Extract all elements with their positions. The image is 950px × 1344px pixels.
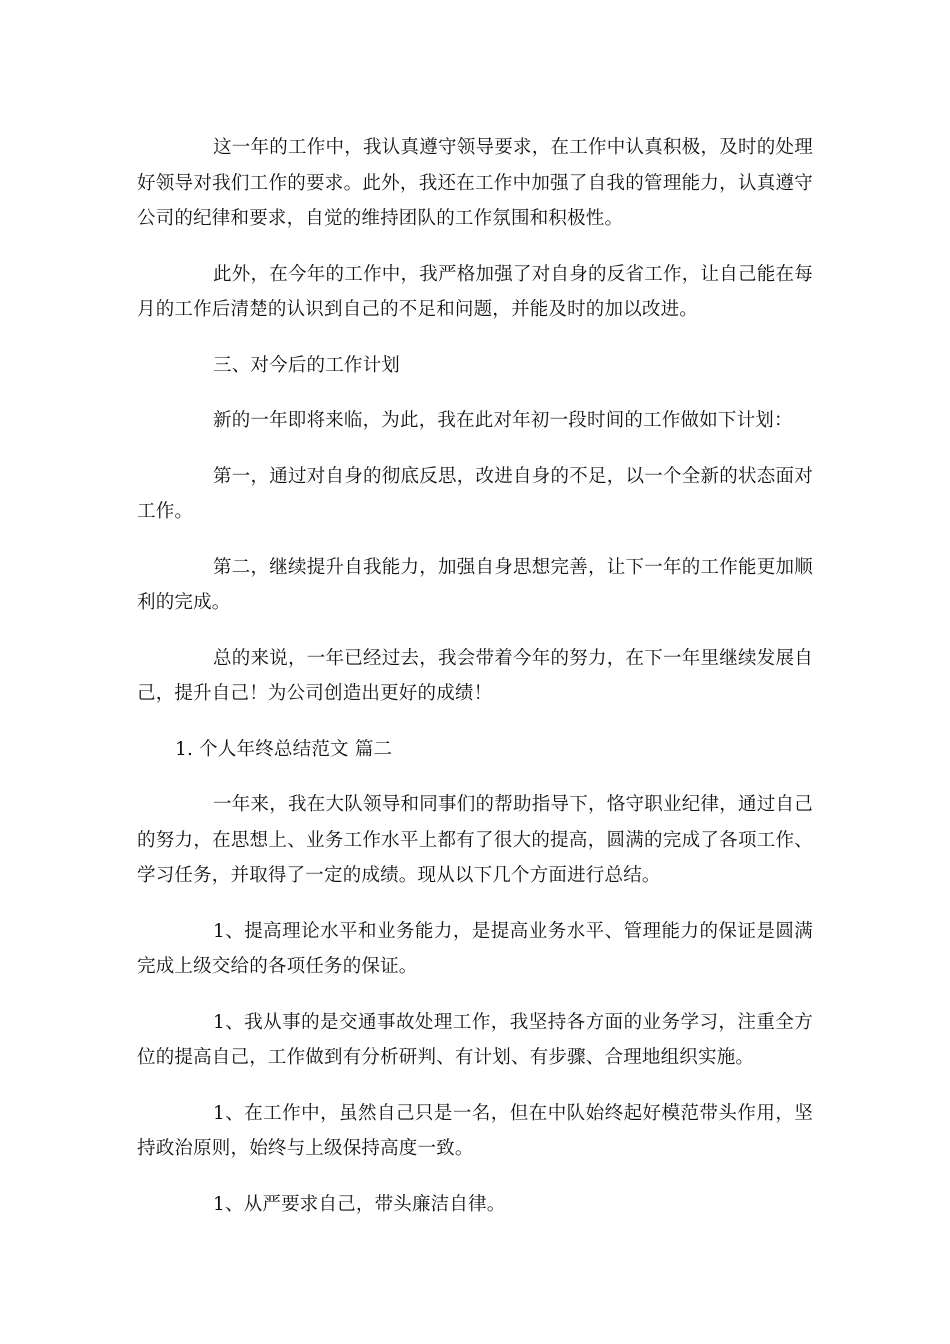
paragraph-plan-intro: 新的一年即将来临，为此，我在此对年初一段时间的工作做如下计划： [213,410,793,431]
paragraph-conclusion: 总的来说，一年已经过去，我会带着今年的努力，在下一年里继续发展自己，提升自己！为公司创造出更好的成绩！ [137,647,813,704]
paragraph-plan-first: 第一，通过对自身的彻底反思，改进自身的不足，以一个全新的状态面对工作。 [137,465,813,522]
paragraph-point-traffic-work: 1、我从事的是交通事故处理工作，我坚持各方面的业务学习，注重全方位的提高自己，工作做到有分析研判、有计划、有步骤、合理地组织实施。 [137,1011,813,1068]
paragraph-point-theory: 1、提高理论水平和业务能力，是提高业务水平、管理能力的保证是圆满完成上级交给的各项任务的保证。 [137,920,813,977]
paragraph-point-self-discipline: 1、从严要求自己，带头廉洁自律。 [213,1193,506,1215]
paragraph-self-reflection: 此外，在今年的工作中，我严格加强了对自身的反省工作，让自己能在每月的工作后清楚的认识到自己的不足和问题，并能及时的加以改进。 [137,263,813,320]
paragraph-year-overview: 一年来，我在大队领导和同事们的帮助指导下，恪守职业纪律，通过自己的努力，在思想上、业务工作水平上都有了很大的提高，圆满的完成了各项工作、学习任务，并取得了一定的成绩。现从以下几个方面进行总结。 [137,794,813,886]
document-body [137,130,813,1242]
paragraph-work-discipline: 这一年的工作中，我认真遵守领导要求，在工作中认真积极，及时的处理好领导对我们工作的要求。此外，我还在工作中加强了自我的管理能力，认真遵守公司的纪律和要求，自觉的维持团队的工作氛围和积极性。 [137,137,813,229]
section-heading-future-plan: 三、对今后的工作计划 [213,354,401,376]
article-heading-part-two: 1. 个人年终总结范文 篇二 [175,738,393,760]
paragraph-plan-second: 第二，继续提升自我能力，加强自身思想完善，让下一年的工作能更加顺利的完成。 [137,556,813,613]
paragraph-point-role-model: 1、在工作中，虽然自己只是一名，但在中队始终起好模范带头作用，坚持政治原则，始终与上级保持高度一致。 [137,1102,813,1159]
